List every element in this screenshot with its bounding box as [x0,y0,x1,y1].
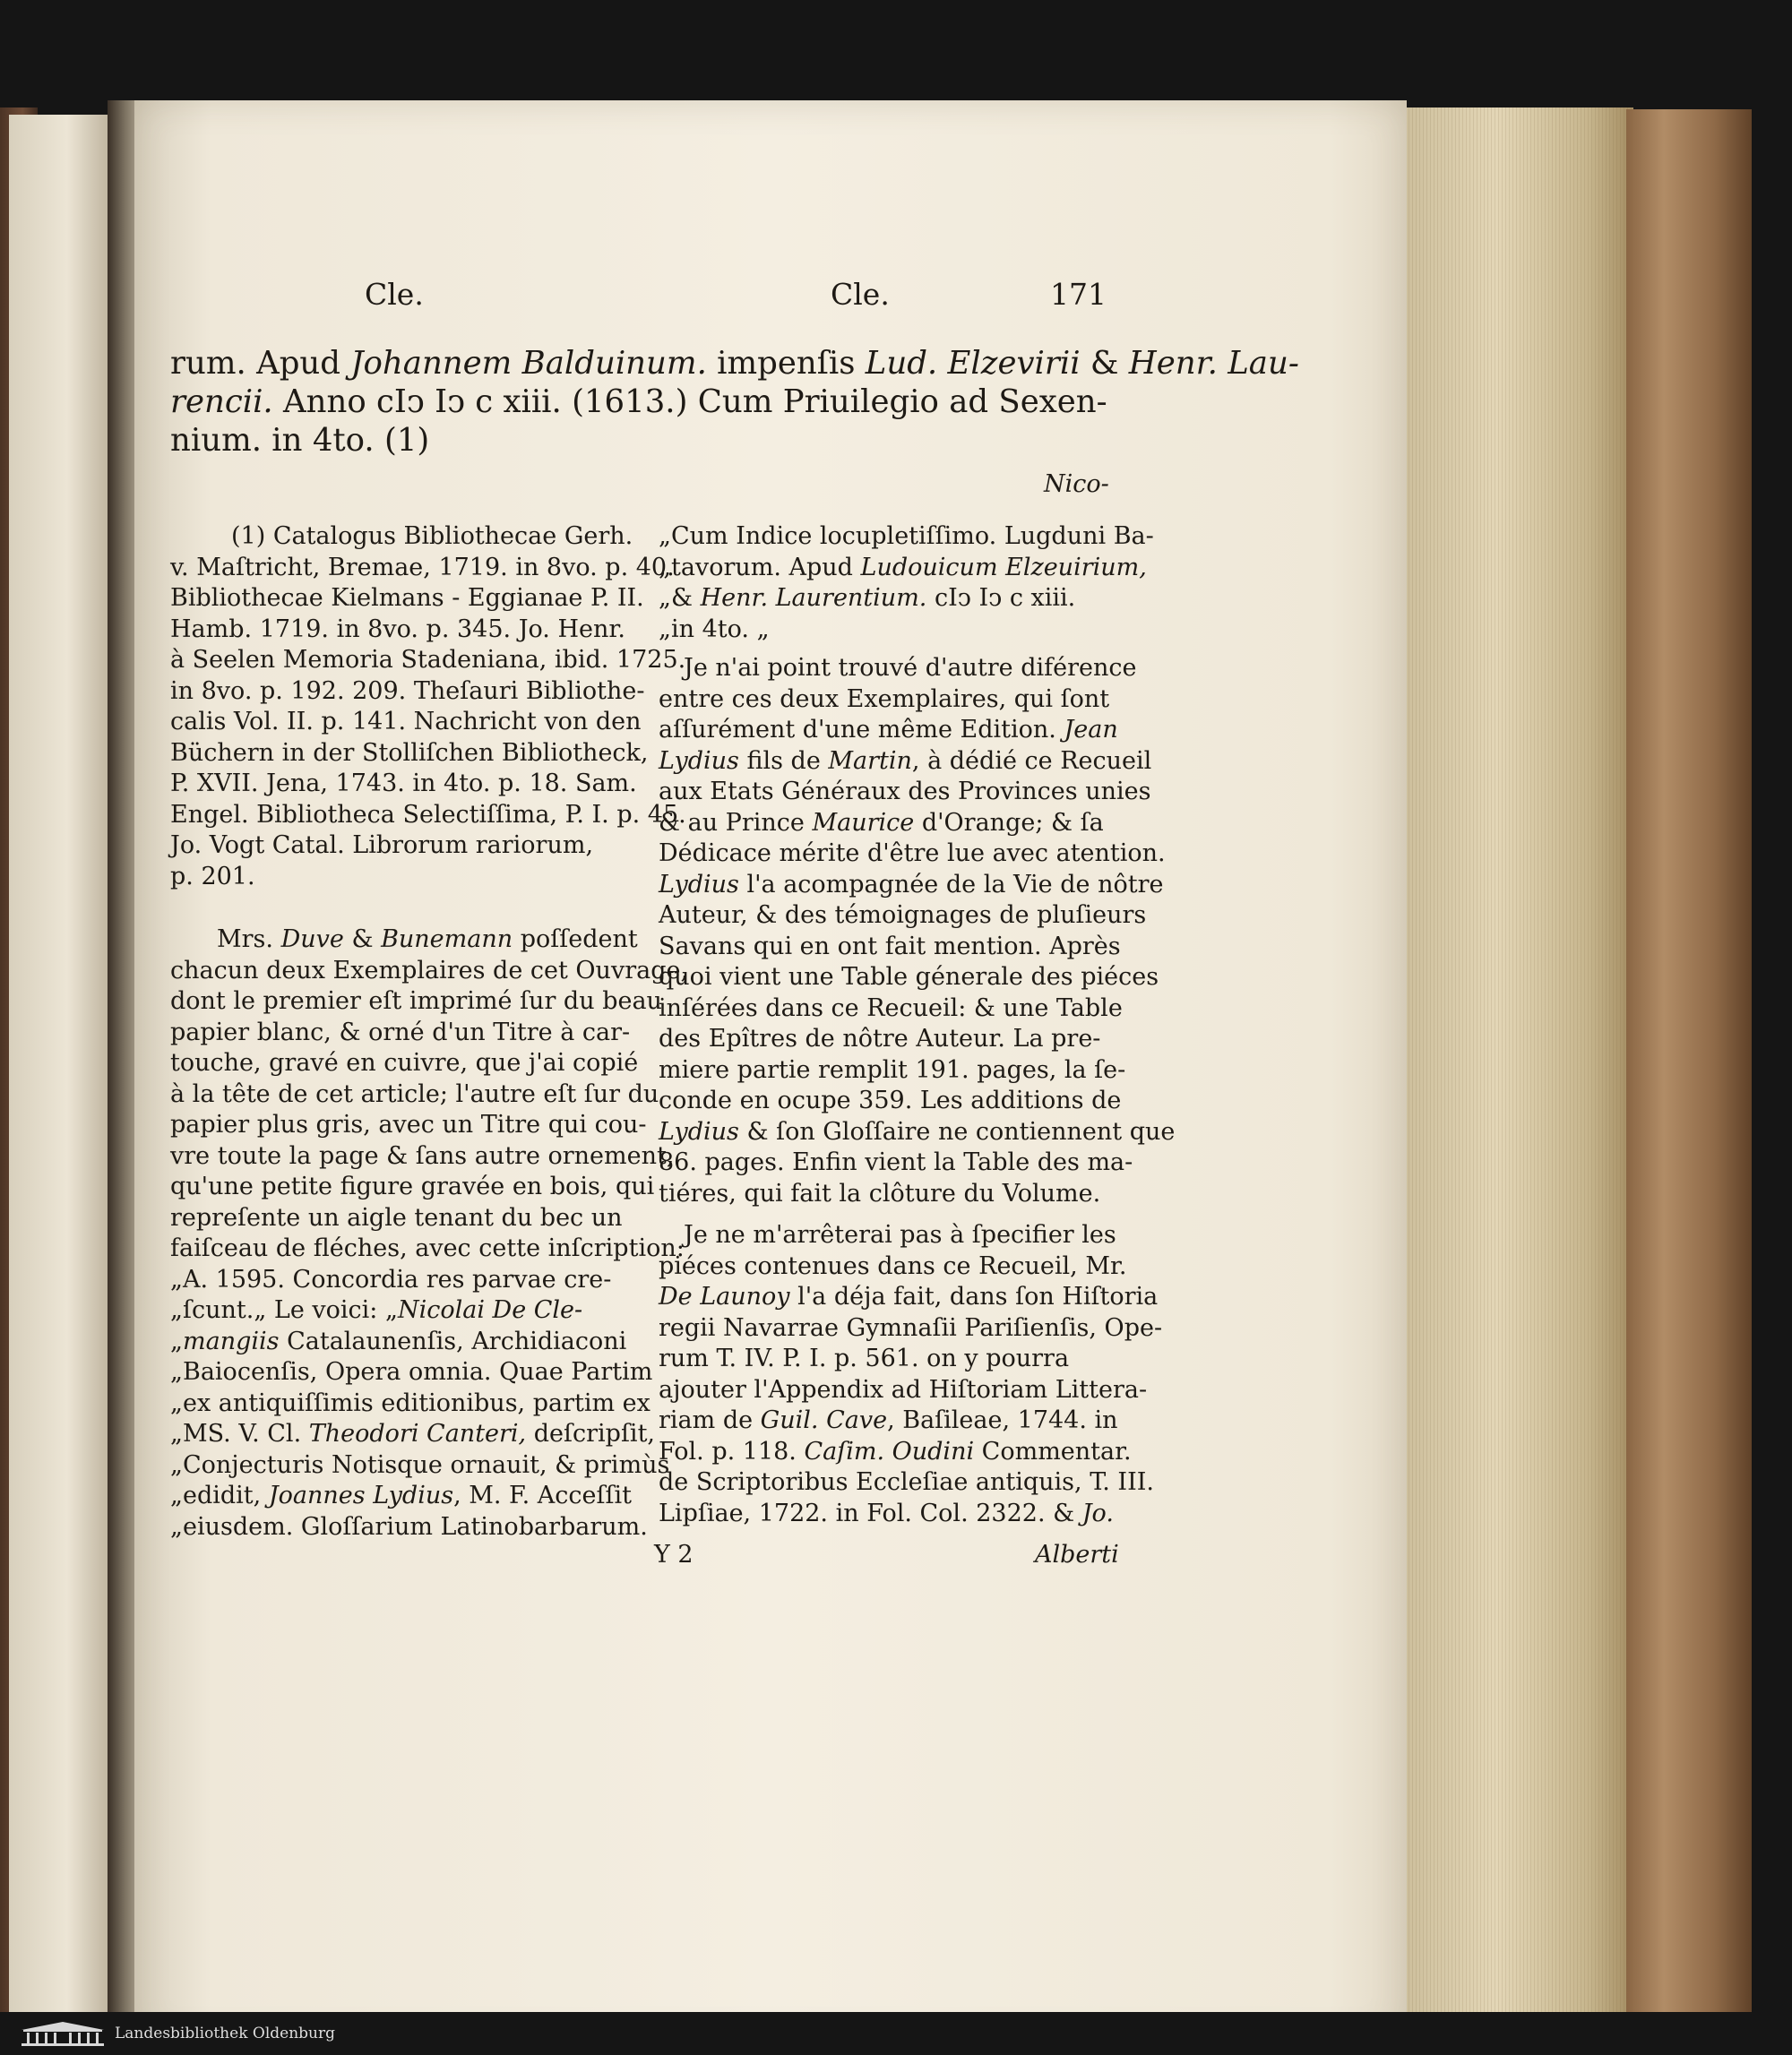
text-line: Lydius fils de Martin, à dédié ce Recueil [659,746,1152,775]
footnote-line: p. 201. [170,862,255,890]
text-line: à la tête de cet article; l'autre eſt ſur du [170,1079,659,1108]
text-line: aſſurément d'une même Edition. Jean [659,716,1118,744]
text-line: de Scriptoribus Eccleſiae antiquis, T. III. [659,1468,1154,1496]
footer-bar [0,2012,1792,2055]
footnote-line: Büchern in der Stolliſchen Bibliotheck, [170,738,649,767]
text-line: piéces contenues dans ce Recueil, Mr. [659,1251,1127,1280]
left-paragraph [170,924,689,1543]
library-name: Landesbibliothek Oldenburg [115,2025,336,2042]
text-line: rum T. IV. P. I. p. 561. on y pourra [659,1345,1070,1372]
footnote-line: Engel. Bibliotheca Selectiſſima, P. I. p. 45. [170,800,686,829]
text-line: entre ces deux Exemplaires, qui ſont [659,684,1110,713]
text-line: Auteur, & des témoignages de pluſieurs [659,901,1147,929]
running-head-left: Cle. [365,277,424,312]
footnote-line: in 8vo. p. 192. 209. Theſauri Bibliothe- [170,676,645,705]
text-line: „Baiocenſis, Opera omnia. Quae Partim [170,1358,653,1386]
text-line: „Cum Indice locupletiſſimo. Lugduni Ba- [659,522,1154,550]
text-line: faiſceau de fléches, avec cette inſcription: [170,1234,685,1262]
text-line: „A. 1595. Concordia res parvae cre- [170,1265,612,1294]
catchword: Alberti [1035,1541,1119,1569]
footnote [170,521,686,892]
text-line: miere partie remplit 191. pages, la ſe- [659,1055,1126,1084]
text-line: chacun deux Exemplaires de cet Ouvrage, [170,956,689,985]
top-line-2: rencii. Anno cIↄ Iↄ c xiii. (1613.) Cum Priuilegio ad Sexen- [170,383,1107,420]
signature-mark: Y 2 [654,1541,694,1569]
text-line: regii Navarrae Gymnaſii Pariſienſis, Ope- [659,1313,1163,1342]
text-line: riam de Guil. Cave, Baſileae, 1744. in [659,1406,1118,1434]
text-line: aux Etats Généraux des Provinces unies [659,778,1151,805]
text-line: „MS. V. Cl. Theodori Canteri, deſcripſit, [170,1420,656,1448]
text-line: quoi vient une Table génerale des piéces [659,963,1159,991]
right-paragraph-1 [659,653,1176,1209]
text-line: inſérées dans ce Recueil: & une Table [659,993,1123,1022]
text-line: „eiusdem. Gloſſarium Latinobarbarum. [170,1512,648,1541]
text-line: „in 4to. „ [659,615,770,643]
text-line: Savans qui en ont fait mention. Après [659,932,1121,960]
text-line: repreſente un aigle tenant du bec un [170,1203,623,1232]
text-line: Mrs. Duve & Bunemann poſſedent [217,925,638,953]
footnote-line: Hamb. 1719. in 8vo. p. 345. Jo. Henr. [170,615,625,643]
text-line: „ex antiquiſſimis editionibus, partim ex [170,1389,650,1417]
text-line: Lydius & ſon Gloſſaire ne contiennent que [659,1117,1176,1146]
text-line: Je n'ai point trouvé d'autre diférence [684,654,1137,682]
footnote-line: calis Vol. II. p. 141. Nachricht von den [170,708,642,735]
text-line: 86. pages. Enfin vient la Table des ma- [659,1148,1133,1176]
back-cover-edge [1626,109,1752,2044]
running-head-center: Cle. [831,277,890,312]
text-line: dont le premier eſt imprimé ſur du beau [170,987,662,1015]
text-line: „Conjecturis Notisque ornauit, & primùs [170,1450,670,1479]
right-paragraph-2 [659,1220,1163,1529]
right-quote [659,521,1154,645]
text-line: & au Prince Maurice d'Orange; & ſa [659,808,1104,837]
page-edges [1405,107,1633,2042]
text-line: „mangiis Catalaunenſis, Archidiaconi [170,1327,627,1355]
text-line: qu'une petite figure gravée en bois, qui [170,1173,655,1200]
catchword-top: Nico- [1044,470,1109,498]
text-line: conde en ocupe 359. Les additions de [659,1087,1122,1114]
text-line: „& Henr. Laurentium. cIↄ Iↄ c xiii. [659,584,1076,612]
text-line: Fol. p. 118. Caſim. Oudini Commentar. [659,1437,1132,1466]
text-line: De Launoy l'a déja fait, dans ſon Hiſtoria [659,1283,1159,1311]
text-line: papier plus gris, avec un Titre qui cou- [170,1111,647,1139]
text-line: des Epîtres de nôtre Auteur. La pre- [659,1025,1101,1053]
text-line: Dédicace mérite d'être lue avec atention. [659,839,1166,867]
text-line: touche, gravé en cuivre, que j'ai copié [170,1049,639,1077]
text-line: vre toute la page & ſans autre ornement, [170,1141,675,1170]
top-line-3: nium. in 4to. (1) [170,422,430,459]
footnote-line: v. Maſtricht, Bremae, 1719. in 8vo. p. 40. [170,553,675,581]
library-building-icon [20,2020,106,2047]
text-line: Lipſiae, 1722. in Fol. Col. 2322. & Jo. [659,1499,1114,1527]
top-line-1: rum. Apud Johannem Balduinum. impenſis Lud. Elzevirii & Henr. Lau- [170,345,1299,382]
book-page [134,100,1407,2041]
text-line: „tavorum. Apud Ludouicum Elzeuirium, [659,553,1147,581]
footnote-line: P. XVII. Jena, 1743. in 4to. p. 18. Sam. [170,770,637,797]
text-line: „ſcunt.„ Le voici: „Nicolai De Cle- [170,1296,583,1324]
page-number: 171 [1050,277,1107,312]
text-line: ajouter l'Appendix ad Hiſtoriam Littera- [659,1375,1148,1404]
footnote-line: Bibliothecae Kielmans - Eggianae P. II. [170,584,644,612]
left-page-sliver [9,115,115,2041]
footnote-line: à Seelen Memoria Stadeniana, ibid. 1725. [170,646,686,674]
text-line: „edidit, Joannes Lydius, M. F. Acceſſit [170,1482,632,1509]
footnote-line: (1) Catalogus Bibliothecae Gerh. [231,522,633,550]
text-line: tiéres, qui fait la clôture du Volume. [659,1179,1101,1208]
text-line: Je ne m'arrêterai pas à ſpecifier les [684,1221,1116,1249]
text-line: papier blanc, & orné d'un Titre à car- [170,1018,631,1046]
text-line: Lydius l'a acompagnée de la Vie de nôtre [659,870,1164,899]
footnote-line: Jo. Vogt Catal. Librorum rariorum, [170,831,594,859]
